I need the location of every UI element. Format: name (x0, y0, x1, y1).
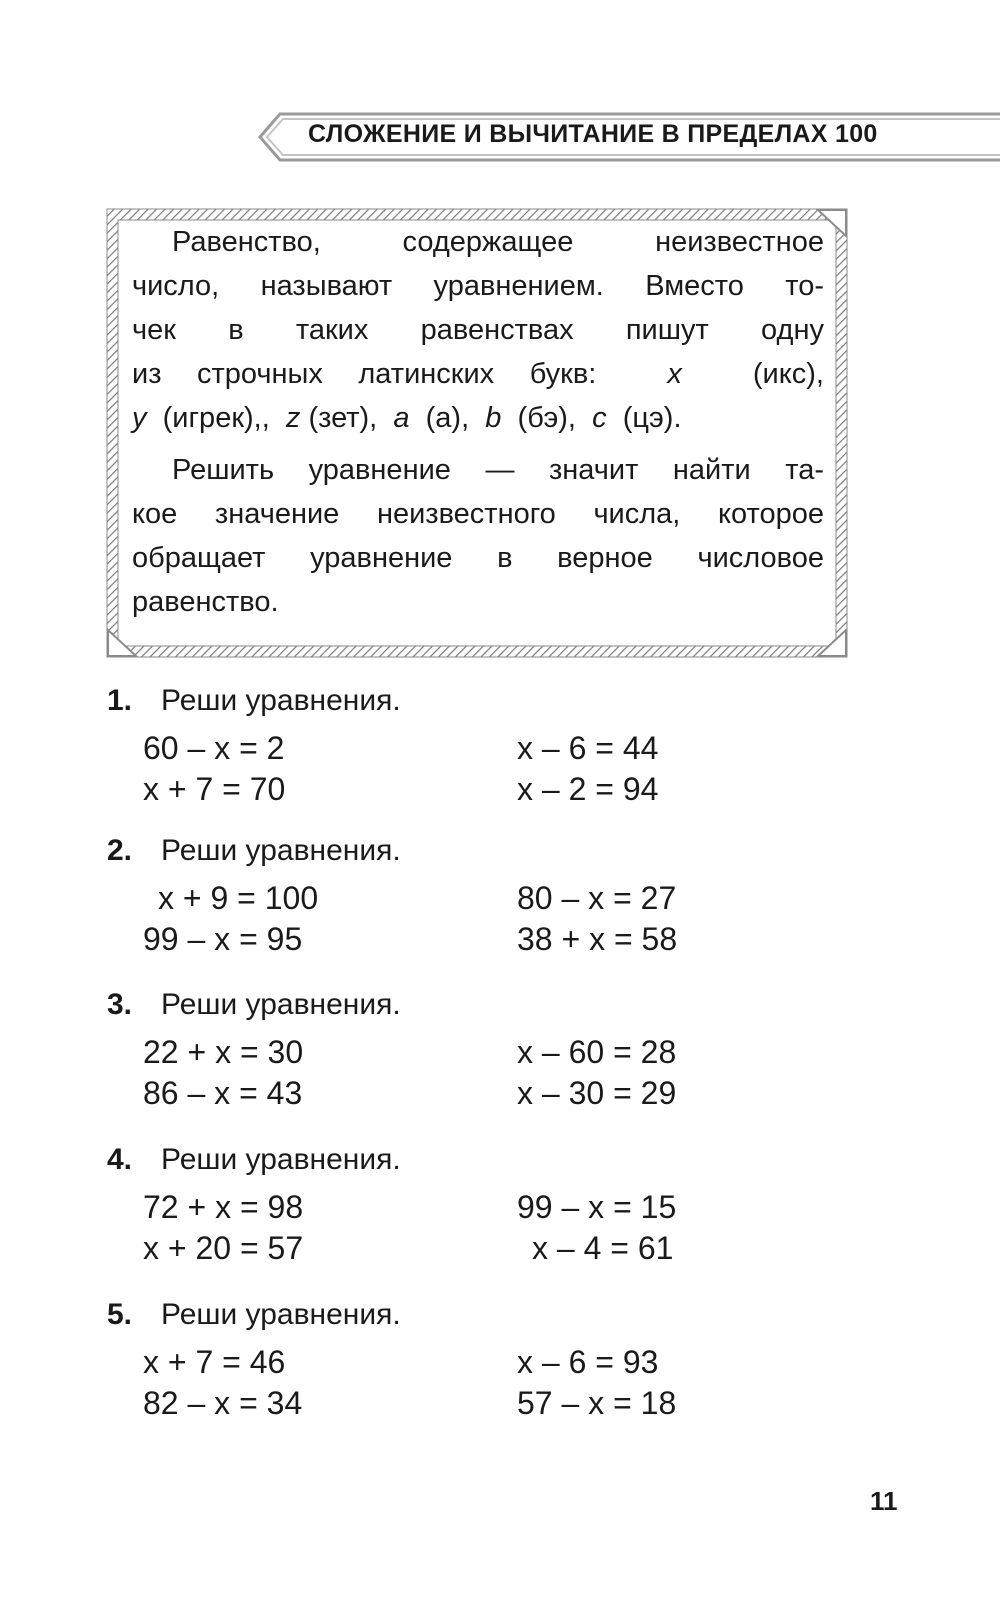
task-title: Реши уравнения. (161, 684, 401, 717)
task-title: Реши уравнения. (161, 1143, 401, 1176)
equation: x + 9 = 100 (158, 880, 319, 916)
rule-line: обращает уравнение в верное числовое (132, 542, 824, 574)
rule-line: чек в таких равенствах пишут одну (132, 314, 824, 346)
task-heading (107, 834, 401, 868)
task-1 (107, 684, 887, 844)
equation: x + 7 = 70 (143, 771, 286, 807)
equation: x + 20 = 57 (143, 1230, 304, 1266)
chapter-title: СЛОЖЕНИЕ И ВЫЧИТАНИЕ В ПРЕДЕЛАХ 100 (308, 120, 878, 148)
equation: 86 – x = 43 (143, 1075, 303, 1111)
equation: 72 + x = 98 (143, 1189, 304, 1225)
rule-line: y (игрек),, z (зет), a (а), b (бэ), c (цэ). (132, 402, 682, 434)
task-title: Реши уравнения. (161, 1298, 401, 1331)
rule-line: кое значение неизвестного числа, которое (132, 498, 824, 530)
task-heading (107, 1143, 401, 1177)
task-5 (107, 1298, 887, 1458)
task-title: Реши уравнения. (161, 988, 401, 1021)
rule-text (132, 220, 824, 624)
equation: 60 – x = 2 (143, 730, 285, 766)
equation: 99 – x = 15 (517, 1189, 677, 1225)
task-number: 4. (107, 1143, 133, 1176)
task-title: Реши уравнения. (161, 834, 401, 867)
task-2 (107, 834, 887, 994)
rule-line: равенство. (132, 586, 279, 618)
equation: 22 + x = 30 (143, 1034, 304, 1070)
equation: 57 – x = 18 (517, 1385, 677, 1421)
task-number: 3. (107, 988, 133, 1021)
task-heading (107, 684, 401, 718)
equation: x – 30 = 29 (517, 1075, 677, 1111)
equation: x – 6 = 44 (517, 730, 659, 766)
chapter-header-tab (258, 112, 1000, 162)
equation: 99 – x = 95 (143, 921, 303, 957)
equation: 38 + x = 58 (517, 921, 678, 957)
equation: 80 – x = 27 (517, 880, 677, 916)
equation: x – 60 = 28 (517, 1034, 677, 1070)
rule-box (106, 208, 848, 658)
rule-line: Равенство, содержащее неизвестное (172, 226, 824, 258)
page-number: 11 (870, 1486, 898, 1516)
rule-line: из строчных латинских букв: x (икс), (132, 358, 824, 390)
equation: 82 – x = 34 (143, 1385, 303, 1421)
task-number: 1. (107, 684, 133, 717)
equation: x – 4 = 61 (532, 1230, 674, 1266)
equation: x – 2 = 94 (517, 771, 659, 807)
task-number: 2. (107, 834, 133, 867)
task-heading (107, 1298, 401, 1332)
task-heading (107, 988, 401, 1022)
equation: x + 7 = 46 (143, 1344, 286, 1380)
equation: x – 6 = 93 (517, 1344, 659, 1380)
task-number: 5. (107, 1298, 133, 1331)
rule-line: Решить уравнение — значит найти та- (172, 454, 824, 486)
task-4 (107, 1143, 887, 1303)
task-3 (107, 988, 887, 1148)
rule-line: число, называют уравнением. Вместо то- (132, 270, 824, 302)
